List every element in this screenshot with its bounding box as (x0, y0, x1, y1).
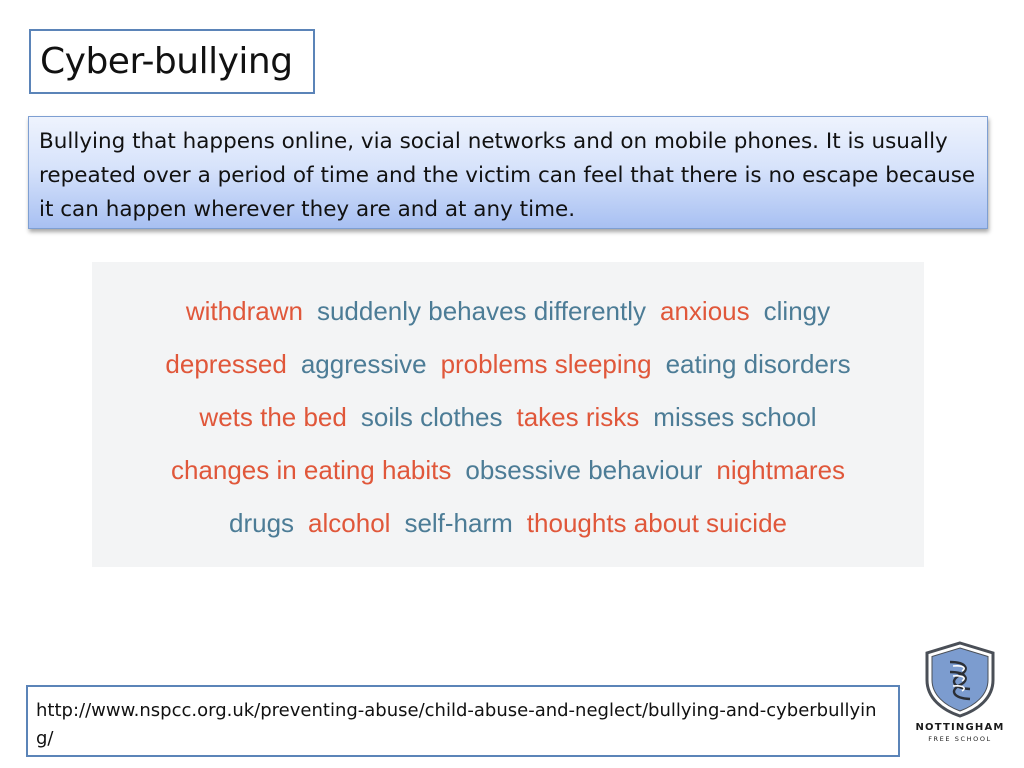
sign-word: depressed (165, 348, 287, 379)
signs-row (92, 284, 924, 337)
signs-row (92, 496, 924, 549)
warning-signs-panel (92, 262, 924, 567)
sign-word: clingy (763, 295, 831, 326)
sign-word: thoughts about suicide (526, 507, 787, 538)
sign-word: suddenly behaves differently (316, 295, 647, 326)
sign-word: withdrawn (185, 295, 303, 326)
sign-word: drugs (228, 507, 295, 538)
definition-box (28, 116, 988, 229)
signs-row (92, 390, 924, 443)
sign-word: aggressive (300, 348, 427, 379)
sign-word: anxious (660, 295, 750, 326)
logo-subtitle: FREE SCHOOL (928, 735, 992, 743)
sign-word: problems sleeping (440, 348, 652, 379)
slide-title: Cyber-bullying (40, 41, 293, 82)
sign-word: soils clothes (360, 401, 503, 432)
signs-row (92, 443, 924, 496)
sign-word: alcohol (308, 507, 391, 538)
sign-word: takes risks (516, 401, 640, 432)
sign-word: eating disorders (665, 348, 851, 379)
sign-word: self-harm (404, 507, 513, 538)
slide-title-box (29, 29, 315, 94)
shield-logo-icon (921, 640, 999, 718)
school-logo (908, 640, 1012, 752)
sign-word: misses school (653, 401, 817, 432)
sign-word: nightmares (716, 454, 846, 485)
logo-name: NOTTINGHAM (915, 722, 1005, 733)
sign-word: wets the bed (199, 401, 347, 432)
definition-text: Bullying that happens online, via social networks and on mobile phones. It is usually repeated over a period of time and the victim can feel that there is no escape because it can happen wherever they are and at any time. (39, 129, 976, 222)
sign-word: changes in eating habits (170, 454, 452, 485)
source-link[interactable]: http://www.nspcc.org.uk/preventing-abuse/child-abuse-and-neglect/bullying-and-cyberbullying/ (36, 700, 877, 749)
signs-row (92, 337, 924, 390)
sign-word: obsessive behaviour (465, 454, 703, 485)
source-link-box (26, 685, 900, 757)
